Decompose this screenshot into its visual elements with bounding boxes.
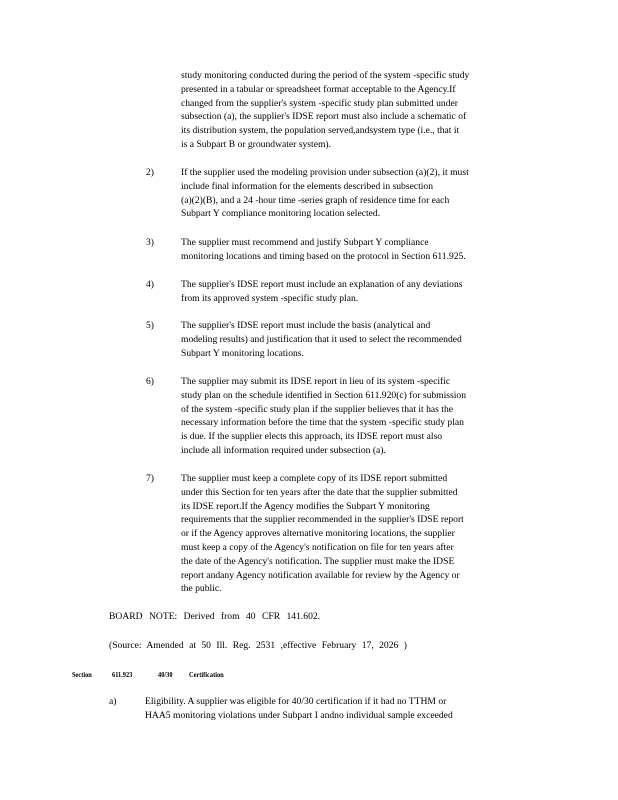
text-line: requirements that the supplier recommended in the supplier's IDSE report (181, 514, 464, 526)
section-label: Section (72, 670, 92, 679)
text-line: necessary information before the time that the system -specific study plan (181, 417, 464, 429)
item-number: 5) (146, 320, 154, 331)
text-line: HAA5 monitoring violations under Subpart I andno individual sample exceeded (145, 709, 453, 721)
source-note: (Source: Amended at 50 Ill. Reg. 2531 ,effective February 17, 2026 ) (109, 640, 407, 651)
item-7-text (181, 472, 537, 596)
text-line: must keep a copy of the Agency's notification on file for ten years after (181, 541, 454, 553)
text-line: The supplier must recommend and justify Subpart Y compliance (181, 237, 429, 248)
text-line: If the supplier used the modeling provision under subsection (a)(2), it must (181, 167, 469, 178)
item-4-text (181, 278, 537, 306)
item-2-text (181, 166, 537, 221)
text-line: presented in a tabular or spreadsheet format acceptable to the Agency.If (181, 83, 456, 95)
text-line: or if the Agency approves alternative monitoring locations, the supplier (181, 528, 455, 540)
section-number: 611.923 (112, 670, 133, 679)
text-line: from its approved system -specific study plan. (181, 292, 359, 304)
item-6-text (181, 375, 537, 458)
text-line: under this Section for ten years after the date that the supplier submitted (181, 486, 458, 498)
text-line: of the system -specific study plan if the supplier believes that it has the (181, 403, 454, 415)
item-3-text (181, 236, 537, 264)
item-5-text (181, 319, 537, 360)
subsection-a-text (145, 695, 523, 723)
item-number: 3) (146, 237, 154, 248)
text-line: The supplier's IDSE report must include an explanation of any deviations (181, 279, 463, 290)
text-line: study plan on the schedule identified in Section 611.920(c) for submission (181, 389, 467, 401)
section-title: Certification (189, 670, 224, 679)
continuation-paragraph (181, 69, 537, 152)
text-line: include final information for the elements described in subsection (181, 180, 434, 192)
text-line: its distribution system, the population served,andsystem type (i.e., that it (181, 125, 460, 137)
text-line: the public. (181, 583, 222, 595)
item-number: 7) (146, 473, 154, 484)
text-line: The supplier may submit its IDSE report in lieu of its system -specific (181, 376, 451, 387)
text-line: changed from the supplier's system -specific study plan submitted under (181, 97, 458, 109)
item-number: 2) (146, 167, 154, 178)
board-note: BOARD NOTE: Derived from 40 CFR 141.602. (109, 611, 321, 622)
text-line: report andany Agency notification available for review by the Agency or (181, 569, 460, 581)
text-line: include all information required under subsection (a). (181, 444, 386, 456)
text-line: Subpart Y compliance monitoring location selected. (181, 208, 381, 220)
item-number: 6) (146, 376, 154, 387)
text-line: The supplier must keep a complete copy of its IDSE report submitted (181, 473, 448, 484)
text-line: is due. If the supplier elects this approach, its IDSE report must also (181, 431, 443, 443)
text-line: its IDSE report.If the Agency modifies the Subpart Y monitoring (181, 500, 430, 512)
text-line: The supplier's IDSE report must include the basis (analytical and (181, 320, 431, 331)
subsection-letter: a) (109, 696, 117, 707)
text-line: Subpart Y monitoring locations. (181, 347, 304, 359)
text-line: (a)(2)(B), and a 24 -hour time -series graph of residence time for each (181, 194, 450, 206)
text-line: study monitoring conducted during the period of the system -specific study (181, 70, 470, 81)
text-line: the date of the Agency's notification. The supplier must make the IDSE (181, 555, 455, 567)
text-line: monitoring locations and timing based on the protocol in Section 611.925. (181, 250, 466, 262)
section-title-number: 40/30 (158, 670, 173, 679)
item-number: 4) (146, 279, 154, 290)
text-line: Eligibility. A supplier was eligible for 40/30 certification if it had no TTHM or (145, 696, 447, 707)
text-line: modeling results) and justification that it used to select the recommended (181, 333, 462, 345)
text-line: is a Subpart B or groundwater system). (181, 138, 332, 150)
text-line: subsection (a), the supplier's IDSE report must also include a schematic of (181, 111, 467, 123)
